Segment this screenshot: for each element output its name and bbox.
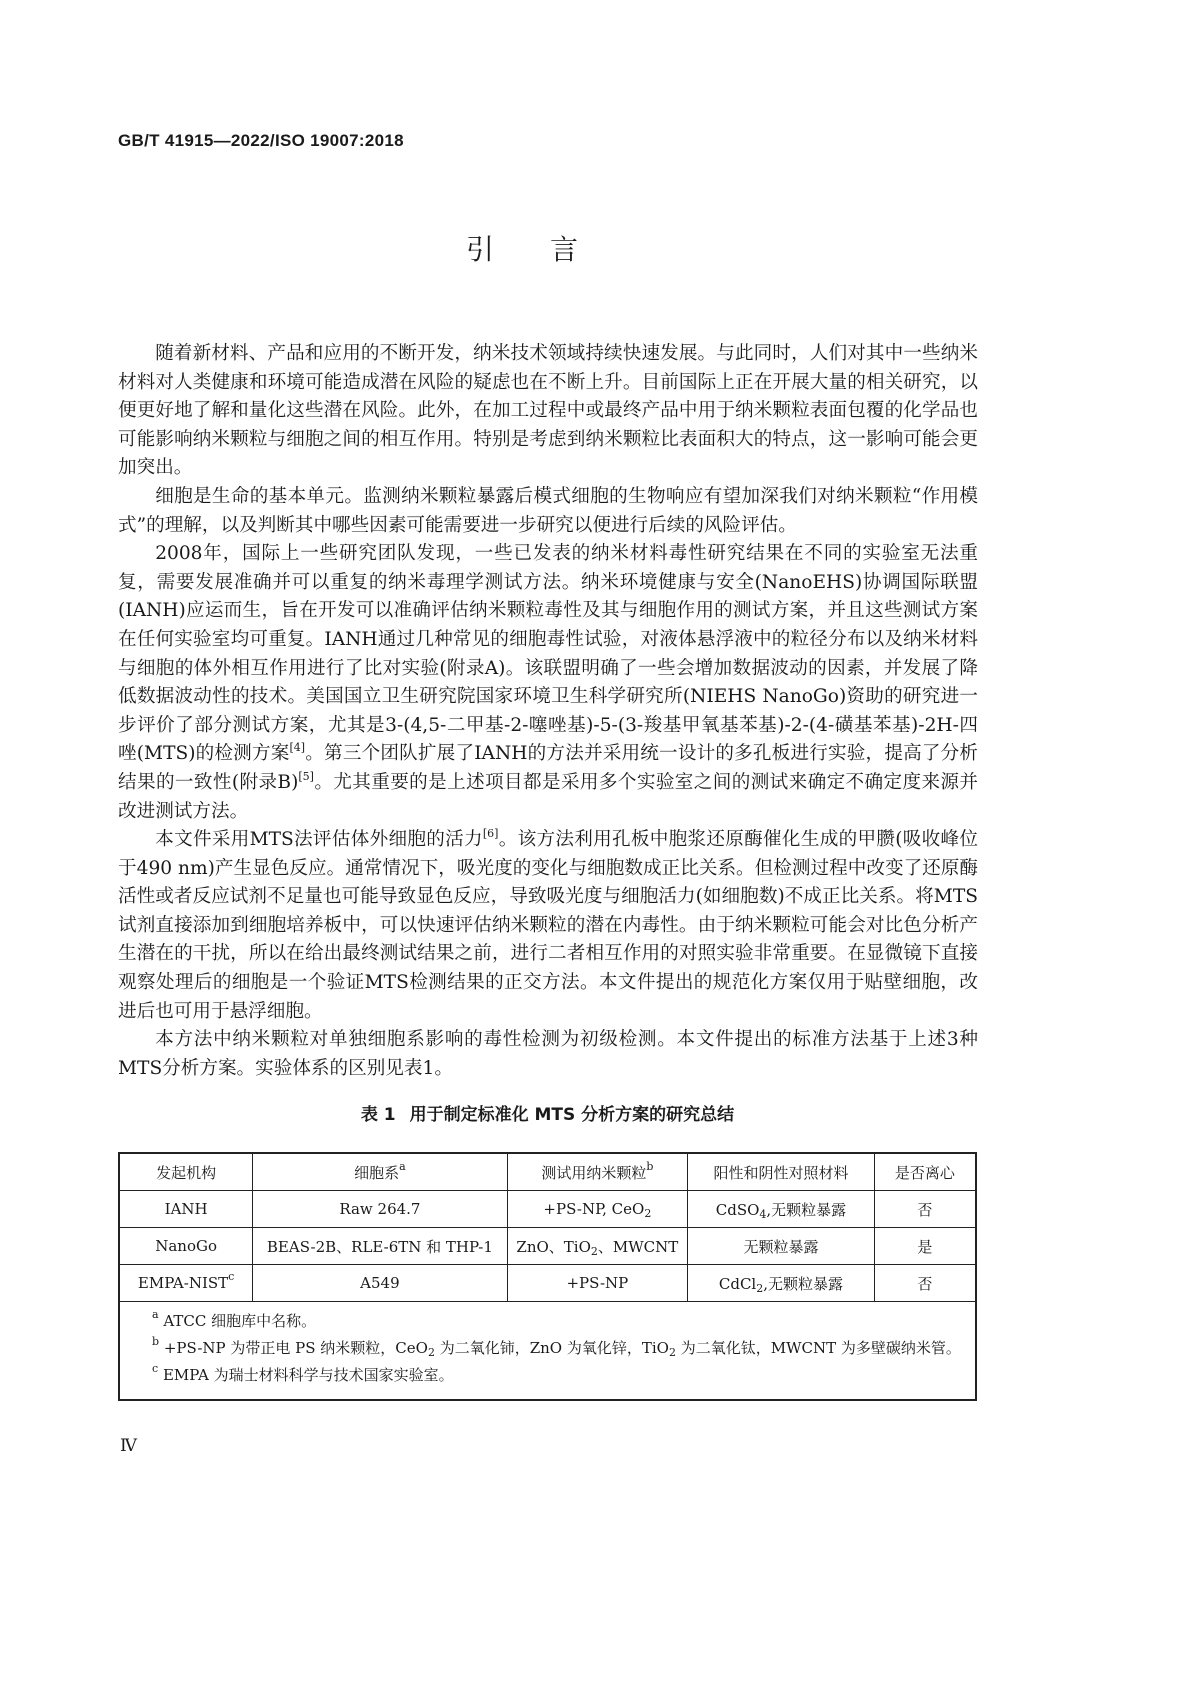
text: 本文件采用MTS法评估体外细胞的活力	[155, 829, 483, 851]
text: 。该方法利用孔板中胞浆还原酶催化生成的甲臜(吸收峰位于490 nm)产生显色反应。通常情况下，吸光度的变化与细胞数成正比关系。但检测过程中改变了还原酶活性或者反应试剂不足量也可能导致显色反应，导致吸光度与细胞活力(如细胞数)不成正比关系。将MTS试剂直接添加到细胞培养板中，可以快速评估纳米颗粒的潜在内毒性。由于纳米颗粒可能会对比色分析产生潜在的干扰，所以在给出最终测试结果之前，进行二者相互作用的对照实验非常重要。在显微镜下直接观察处理后的细胞是一个验证MTS检测结果的正交方法。本文件提出的规范化方案仅用于贴壁细胞，改进后也可用于悬浮细胞。	[118, 829, 978, 1022]
cell-np	[507, 1228, 688, 1265]
text: 、MWCNT	[597, 1237, 679, 1256]
footnote-mark: a	[399, 1159, 406, 1173]
table-number: 表 1	[360, 1105, 396, 1125]
subscript: 2	[590, 1244, 598, 1258]
text: ZnO、TiO	[516, 1237, 591, 1256]
cell-np	[507, 1191, 688, 1228]
header-cell: 发起机构	[119, 1153, 253, 1191]
text: CdSO	[715, 1200, 760, 1219]
subscript: 2	[427, 1346, 435, 1359]
cell-org: IANH	[119, 1191, 253, 1228]
cell-cells: BEAS-2B、RLE-6TN 和 THP-1	[253, 1228, 507, 1265]
cell-centrifuge: 否	[874, 1265, 976, 1302]
reference-4[interactable]: [4]	[289, 741, 306, 755]
text: ,无颗粒暴露	[763, 1274, 844, 1293]
footnote-b	[144, 1335, 963, 1362]
table-header-row	[119, 1153, 976, 1191]
paragraph-4	[118, 826, 978, 1026]
header-cell: 阳性和阴性对照材料	[688, 1153, 875, 1191]
text: +PS-NP, CeO	[543, 1200, 645, 1218]
header-cell	[507, 1153, 688, 1191]
introduction-body	[118, 340, 978, 1083]
paragraph-3	[118, 540, 978, 826]
text: EMPA-NIST	[137, 1274, 229, 1292]
table-notes-row	[119, 1302, 976, 1401]
footnote-mark: a	[152, 1308, 159, 1321]
table-notes	[119, 1302, 976, 1401]
text: +PS-NP 为带正电 PS 纳米颗粒，CeO	[163, 1339, 428, 1357]
cell-ctrl	[688, 1191, 875, 1228]
text: 。尤其重要的是上述项目都是采用多个实验室之间的测试来确定不确定度来源并改进测试方法。	[118, 771, 978, 822]
table-row	[119, 1191, 976, 1228]
cell-ctrl: 无颗粒暴露	[688, 1228, 875, 1265]
table-caption	[0, 1100, 1095, 1125]
page-title: 引言	[465, 233, 634, 266]
text: 为二氧化钛，MWCNT 为多壁碳纳米管。	[675, 1339, 961, 1357]
cell-ctrl	[688, 1265, 875, 1302]
reference-5[interactable]: [5]	[298, 769, 314, 783]
cell-centrifuge: 是	[874, 1228, 976, 1265]
header-cell	[253, 1153, 507, 1191]
text: EMPA 为瑞士材料科学与技术国家实验室。	[162, 1366, 454, 1384]
footnote-mark: b	[646, 1159, 654, 1173]
text: ATCC 细胞库中名称。	[163, 1312, 317, 1330]
footnote-mark: c	[228, 1270, 235, 1283]
table-row	[119, 1265, 976, 1302]
footnote-mark: c	[152, 1362, 159, 1375]
paragraph-5: 本方法中纳米颗粒对单独细胞系影响的毒性检测为初级检测。本文件提出的标准方法基于上述3种MTS分析方案。实验体系的区别见表1。	[118, 1029, 978, 1079]
table-title: 用于制定标准化 MTS 分析方案的研究总结	[409, 1105, 735, 1125]
paragraph-2: 细胞是生命的基本单元。监测纳米颗粒暴露后模式细胞的生物响应有望加深我们对纳米颗粒“作用模式”的理解，以及判断其中哪些因素可能需要进一步研究以便进行后续的风险评估。	[118, 485, 978, 536]
header-text: 细胞系	[354, 1163, 400, 1182]
paragraph-1: 随着新材料、产品和应用的不断开发，纳米技术领域持续快速发展。与此同时，人们对其中一些纳米材料对人类健康和环境可能造成潜在风险的疑虑也在不断上升。目前国际上正在开展大量的相关研究，以便更好地了解和量化这些潜在风险。此外，在加工过程中或最终产品中用于纳米颗粒表面包覆的化学品也可能影响纳米颗粒与细胞之间的相互作用。特别是考虑到纳米颗粒比表面积大的特点，这一影响可能会更加突出。	[118, 343, 978, 479]
text: 为二氧化铈，ZnO 为氧化锌，TiO	[434, 1339, 669, 1357]
page-number: Ⅳ	[120, 1436, 137, 1456]
subscript: 2	[668, 1346, 676, 1359]
standard-number: GB/T 41915—2022/ISO 19007:2018	[118, 131, 404, 150]
cell-centrifuge: 否	[874, 1191, 976, 1228]
footnote-c	[144, 1362, 963, 1389]
summary-table	[118, 1152, 977, 1401]
cell-np: +PS-NP	[507, 1265, 688, 1302]
footnote-mark: b	[152, 1335, 160, 1348]
text: 。第三个团队扩展了IANH的方法并采用统一设计的多孔板进行实验，提高了分析结果的一致性(附录B)	[118, 743, 978, 793]
footnote-a	[144, 1308, 963, 1335]
table-row	[119, 1228, 976, 1265]
reference-6[interactable]: [6]	[482, 827, 499, 841]
header-cell: 是否离心	[874, 1153, 976, 1191]
text: CdCl	[718, 1274, 757, 1293]
subscript: 4	[759, 1207, 767, 1221]
text: 2008年，国际上一些研究团队发现，一些已发表的纳米材料毒性研究结果在不同的实验室无法重复，需要发展准确并可以重复的纳米毒理学测试方法。纳米环境健康与安全(NanoEHS)协调国际联盟(IANH)应运而生，旨在开发可以准确评估纳米颗粒毒性及其与细胞作用的测试方案，并且这些测试方案在任何实验室均可重复。IANH通过几种常见的细胞毒性试验，对液体悬浮液中的粒径分布以及纳米材料与细胞的体外相互作用进行了比对实验(附录A)。该联盟明确了一些会增加数据波动的因素，并发展了降低数据波动性的技术。美国国立卫生研究院国家环境卫生科学研究所(NIEHS NanoGo)资助的研究进一步评价了部分测试方案，尤其是3-(4,5-二甲基-2-噻唑基)-5-(3-羧基甲氧基苯基)-2-(4-磺基苯基)-2H-四唑(MTS)的检测方案	[118, 543, 978, 765]
subscript: 2	[756, 1281, 764, 1295]
cell-org	[119, 1265, 253, 1302]
cell-cells: A549	[253, 1265, 507, 1302]
header-text: 测试用纳米颗粒	[541, 1163, 647, 1182]
subscript: 2	[644, 1207, 652, 1220]
cell-cells: Raw 264.7	[253, 1191, 507, 1228]
text: ,无颗粒暴露	[766, 1200, 847, 1219]
cell-org: NanoGo	[119, 1228, 253, 1265]
